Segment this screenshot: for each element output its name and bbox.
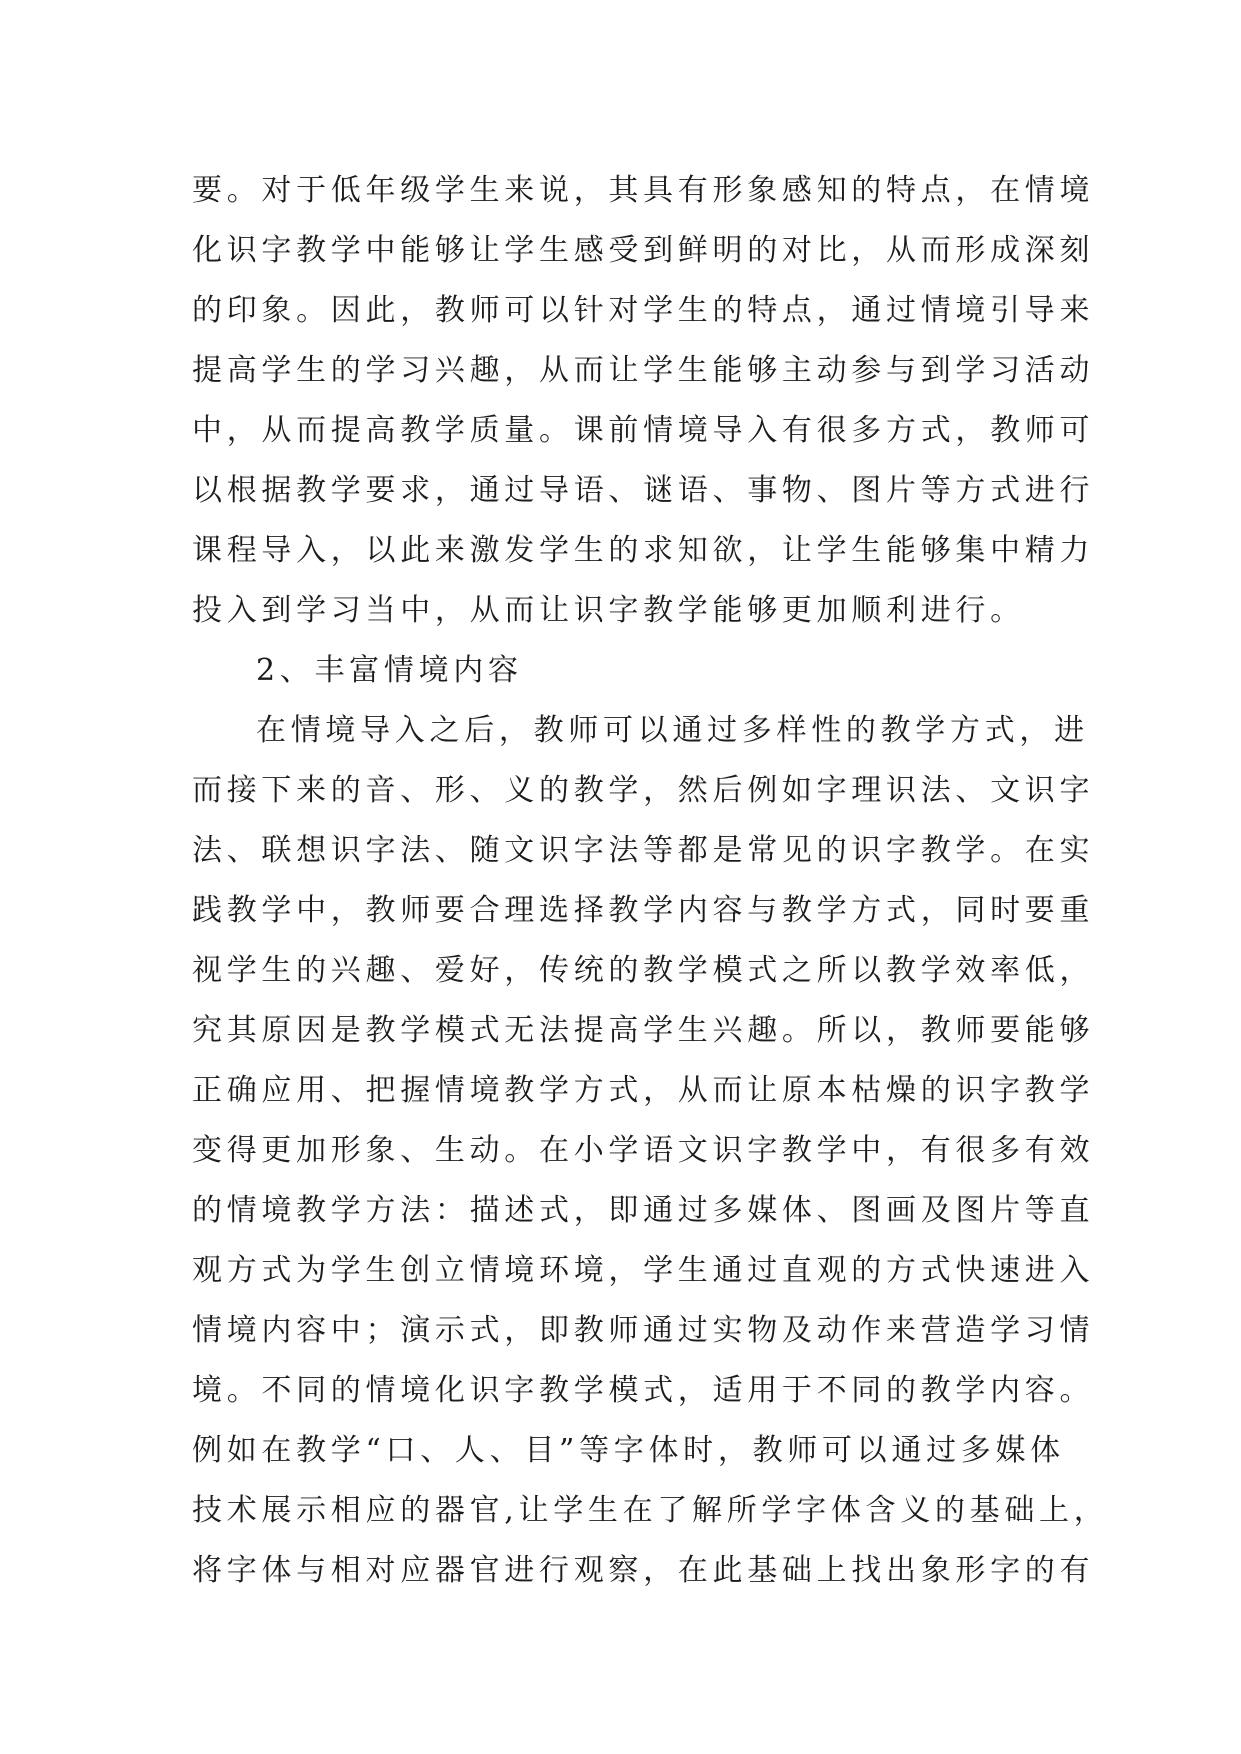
text-line: 投入到学习当中，从而让识字教学能够更加顺利进行。 — [192, 593, 1025, 628]
text-line: 情境内容中；演示式，即教师通过实物及动作来营造学习情 — [192, 1313, 1095, 1348]
text-line: 正确应用、把握情境教学方式，从而让原本枯燥的识字教学 — [192, 1073, 1095, 1108]
text-line: 变得更加形象、生动。在小学语文识字教学中，有很多有效 — [192, 1133, 1095, 1168]
text-line: 观方式为学生创立情境环境，学生通过直观的方式快速进入 — [192, 1253, 1095, 1288]
text-line: 的情境教学方法：描述式，即通过多媒体、图画及图片等直 — [192, 1193, 1095, 1228]
text-line: 技术展示相应的器官,让学生在了解所学字体含义的基础上， — [192, 1493, 1109, 1528]
text-line: 提高学生的学习兴趣，从而让学生能够主动参与到学习活动 — [192, 353, 1095, 388]
section-heading: 2、丰富情境内容 — [256, 653, 523, 688]
text-line: 课程导入，以此来激发学生的求知欲，让学生能够集中精力 — [192, 533, 1095, 568]
text-line: 化识字教学中能够让学生感受到鲜明的对比，从而形成深刻 — [192, 233, 1095, 268]
text-line: 要。对于低年级学生来说，其具有形象感知的特点，在情境 — [192, 173, 1095, 208]
text-line: 以根据教学要求，通过导语、谜语、事物、图片等方式进行 — [192, 473, 1095, 508]
text-line: 将字体与相对应器官进行观察，在此基础上找出象形字的有 — [192, 1553, 1095, 1588]
text-line: 视学生的兴趣、爱好，传统的教学模式之所以教学效率低， — [192, 953, 1095, 988]
text-line: 的印象。因此，教师可以针对学生的特点，通过情境引导来 — [192, 293, 1095, 328]
body-text — [192, 161, 1109, 1601]
text-line: 究其原因是教学模式无法提高学生兴趣。所以，教师要能够 — [192, 1013, 1095, 1048]
text-line: 而接下来的音、形、义的教学，然后例如字理识法、文识字 — [192, 773, 1095, 808]
paragraph-first-line: 在情境导入之后，教师可以通过多样性的教学方式，进 — [256, 713, 1089, 748]
text-line: 中，从而提高教学质量。课前情境导入有很多方式，教师可 — [192, 413, 1095, 448]
text-line: 例如在教学“口、人、目”等字体时，教师可以通过多媒体 — [192, 1433, 1065, 1468]
text-line: 法、联想识字法、随文识字法等都是常见的识字教学。在实 — [192, 833, 1095, 868]
text-line: 践教学中，教师要合理选择教学内容与教学方式，同时要重 — [192, 893, 1095, 928]
text-line: 境。不同的情境化识字教学模式，适用于不同的教学内容。 — [192, 1373, 1095, 1408]
